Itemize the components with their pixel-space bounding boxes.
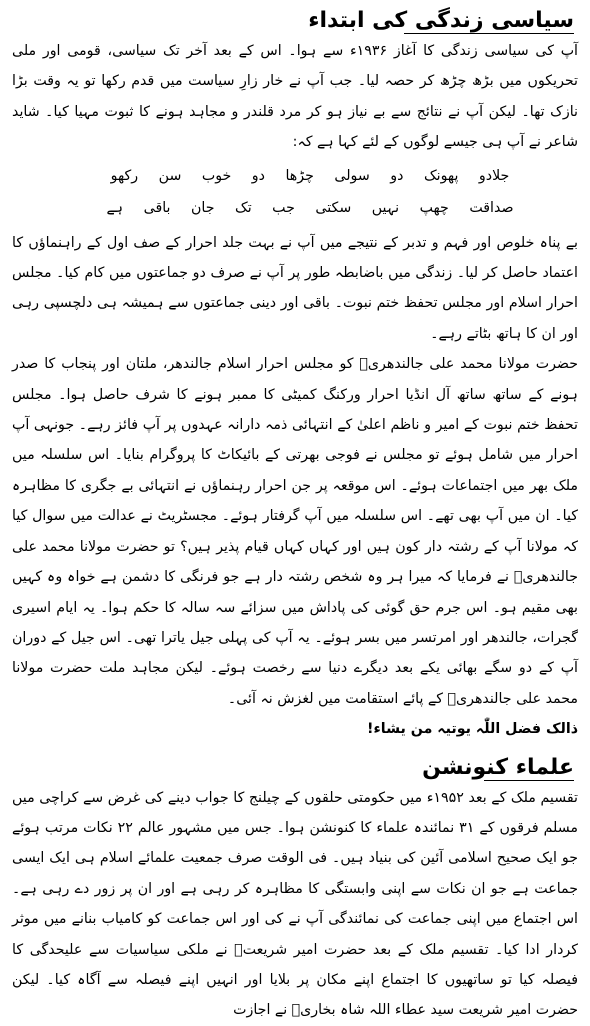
heading-text: سیاسی زندگی کی ابتداء: [308, 8, 574, 33]
section-heading-political-life: [12, 6, 578, 36]
heading-underline: [404, 33, 574, 34]
paragraph-maulana-career: حضرت مولانا محمد علی جالندھریؒ کو مجلس احرار اسلام جالندھر، ملتان اور پنجاب کا صدر ہونے کے ساتھ ساتھ آل انڈیا احرار ورکنگ کمیٹی کا ممبر ہونے کا شرف حاصل ہوا۔ مجلس تحفظ ختم نبوت کے امیر و ناظم اعلیٰ کے انتہائی ذمہ دارانہ عہدوں پر آپ فائز رہے۔ جونہی آپ احرار میں شامل ہوئے تو مجلس نے فوجی بھرتی کے بائیکاٹ کا پروگرام بنایا۔ اس سلسلہ میں ملک بھر میں اجتماعات ہوئے۔ اس موقعہ پر جن احرار رہنماؤں نے انتہائی بے جگری کا مظاہرہ کیا۔ ان میں آپ بھی تھے۔ اس سلسلہ میں آپ گرفتار ہوئے۔ مجسٹریٹ نے عدالت میں سوال کیا کہ مولانا آپ کے رشتہ دار کون ہیں اور کہاں کہاں قیام پذیر ہیں؟ تو حضرت مولانا محمد علی جالندھریؒ نے فرمایا کہ میرا ہر وہ شخص رشتہ دار ہے جو فرنگی کا دشمن ہے خواہ وہ کہیں بھی مقیم ہو۔ اس جرم حق گوئی کی پاداش میں سزائے سہ سالہ کا حکم ہوا۔ یہ ایام اسیری گجرات، جالندھر اور امرتسر میں بسر ہوئے۔ یہ آپ کی پہلی جیل یاترا تھی۔ اس جیل کے دوران آپ کے دو سگے بھائی یکے بعد دیگرے دنیا سے رخصت ہوئے۔ لیکن مجاہد ملت حضرت مولانا محمد علی جالندھریؒ کے پائے استقامت میں لغزش نہ آئی۔: [12, 356, 578, 707]
heading-underline: [484, 780, 574, 781]
section-heading-ulama-convention: [12, 753, 578, 783]
heading-text: علماء کنونشن: [422, 754, 574, 780]
paragraph-political-start: آپ کی سیاسی زندگی کا آغاز ۱۹۳۶ء سے ہوا۔ اس کے بعد آخر تک سیاسی، قومی اور ملی تحریکوں میں بڑھ چڑھ کر حصہ لیا۔ جب آپ نے خار زارِ سیاست میں قدم رکھا تو یہ وقت بڑا نازک تھا۔ لیکن آپ نے نتائج سے بے نیاز ہو کر مرد قلندر و مجاہد ہونے کا ثبوت مہیا کیا۔ شاید شاعر نے آپ ہی جیسے لوگوں کے لئے کہا ہے کہ:: [12, 43, 578, 151]
paragraph-ulama-convention: تقسیم ملک کے بعد ۱۹۵۲ء میں حکومتی حلقوں کے چیلنج کا جواب دینے کی غرض سے کراچی میں مسلم فرقوں کے ۳۱ نمائندہ علماء کا کنونشن ہوا۔ جس میں مشہور عالم ۲۲ نکات مرتب ہوئے جو ایک صحیح اسلامی آئین کی بنیاد ہیں۔ فی الوقت صرف جمعیت علمائے اسلام ہی ایک ایسی جماعت ہے جو ان نکات سے اپنی وابستگی کا مظاہرہ کر رہی ہے اور ان پر زور دے رہی ہے۔ اس اجتماع میں اپنی جماعت کی نمائندگی آپ نے کی اور اس جماعت کو کامیاب بنانے میں موثر کردار ادا کیا۔ تقسیم ملک کے بعد حضرت امیر شریعتؒ نے ملکی سیاسیات سے علیحدگی کا فیصلہ کیا تو ساتھیوں کا اجتماع اپنے مکان پر بلایا اور انہیں اپنے فیصلہ سے آگاہ کیا۔ لیکن حضرت امیر شریعت سید عطاء اللہ شاہ بخاریؒ نے اجازت: [12, 789, 578, 1019]
closing-arabic-phrase: ذالک فضل اللّٰہ یوتیہ من یشاء!: [367, 721, 578, 738]
poem-line-1: جلادو پھونک دو سولی چڑھا دو خوب سن رکھو: [110, 167, 510, 184]
poem-line-2: صداقت چھپ نہیں سکتی جب تک جان باقی ہے: [106, 199, 514, 216]
paragraph-ahrar-trust: بے پناہ خلوص اور فہم و تدبر کے نتیجے میں آپ نے بہت جلد احرار کے صف اول کے راہنماؤں کا اعتماد حاصل کر لیا۔ زندگی میں باضابطہ طور پر آپ نے صرف دو جماعتوں میں کام کیا۔ مجلس احرار اسلام اور مجلس تحفظ ختم نبوت۔ باقی اور دینی جماعتوں سے ہمیشہ ہی دلچسپی رہی اور ان کا ہاتھ بٹاتے رہے۔: [12, 234, 578, 342]
poem-couplet: [12, 160, 578, 224]
